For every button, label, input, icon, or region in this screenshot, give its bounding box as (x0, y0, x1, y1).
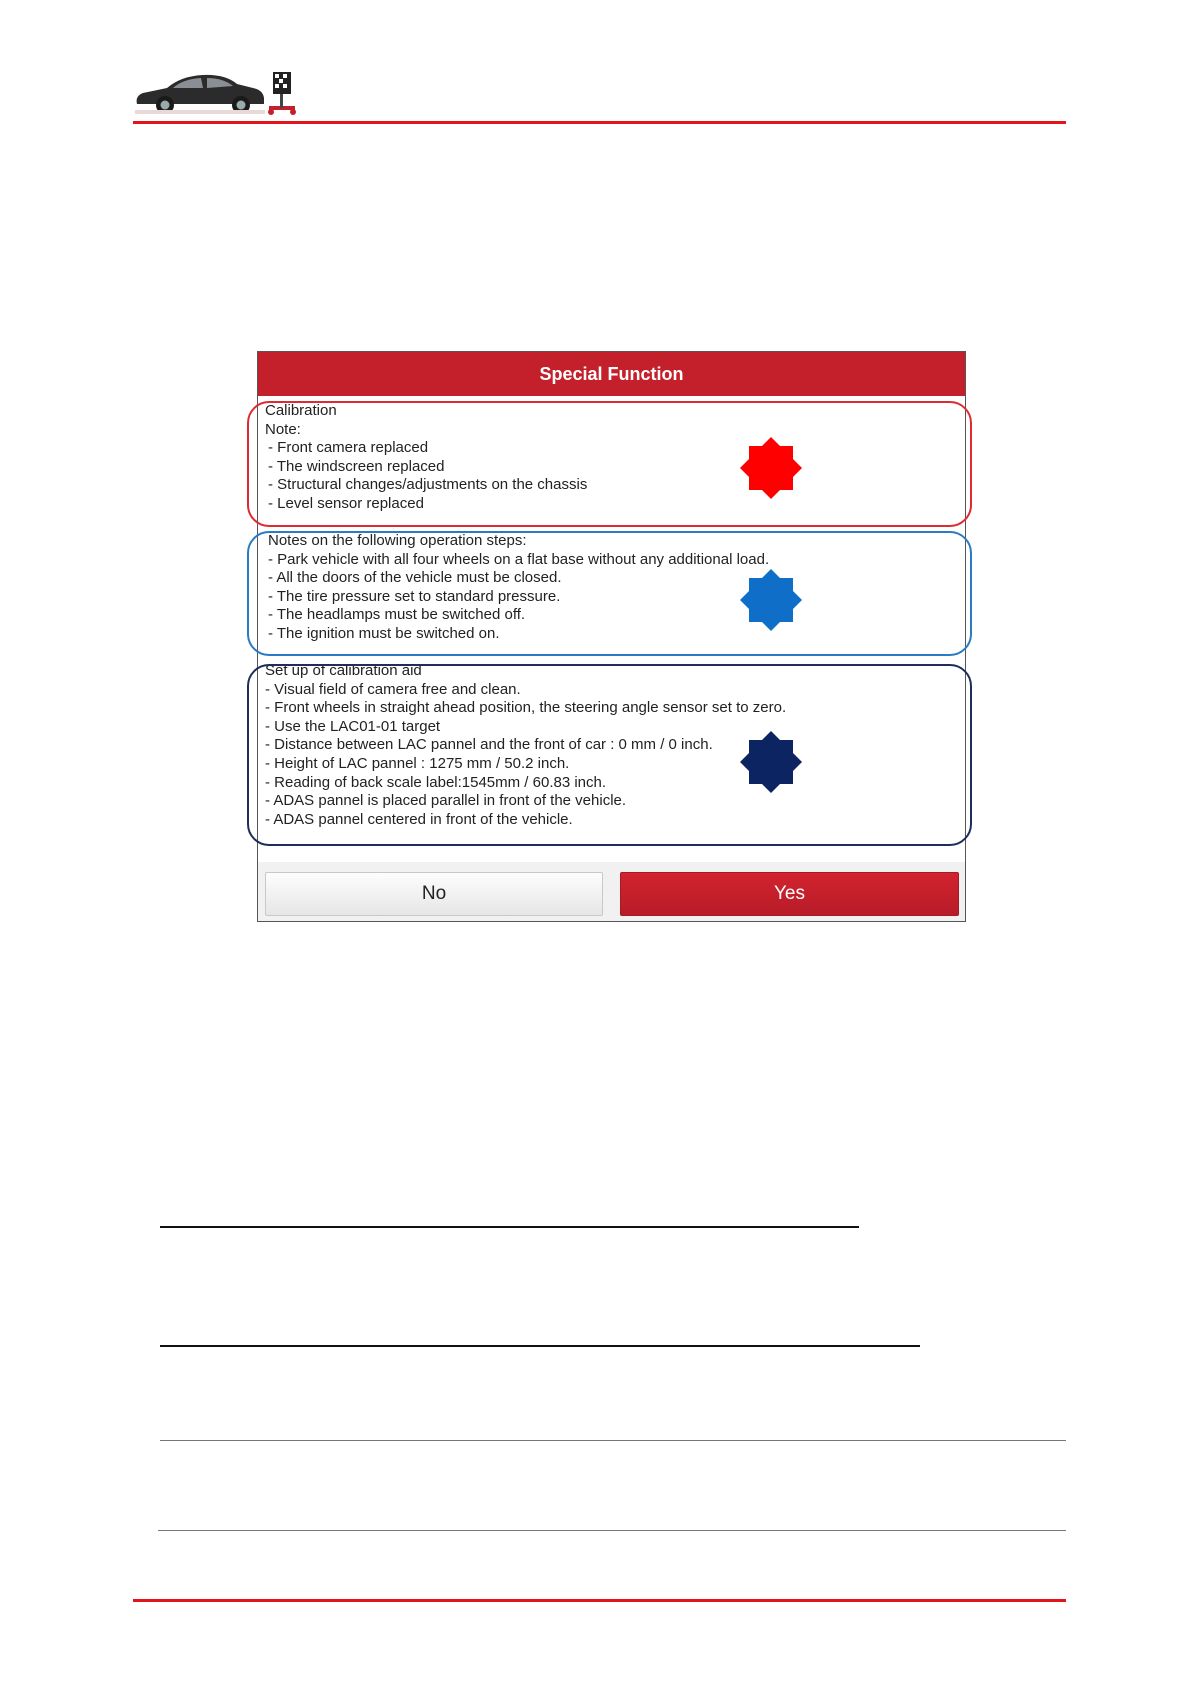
section-line: - Front camera replaced (268, 439, 429, 457)
section-line: - The tire pressure set to standard pressure. (268, 587, 561, 605)
section-line: - Visual field of camera free and clean. (265, 680, 521, 698)
blank-line (160, 1345, 920, 1347)
section-line: - Front wheels in straight ahead position, the steering angle sensor set to zero. (265, 699, 787, 717)
section-line: - Distance between LAC pannel and the front of car : 0 mm / 0 inch. (265, 736, 713, 754)
section-line: - The ignition must be switched on. (268, 624, 500, 642)
car-logo-icon (133, 66, 296, 118)
star-marker-icon (740, 437, 802, 499)
section-line: Note: (265, 420, 301, 438)
section-line: - ADAS pannel centered in front of the vehicle. (265, 810, 573, 828)
separator-line (160, 1440, 1066, 1441)
yes-button[interactable]: Yes (620, 872, 959, 916)
calibration-aid-highlight-frame (247, 664, 972, 846)
section-line: Notes on the following operation steps: (268, 532, 527, 549)
footer-divider (133, 1599, 1066, 1602)
section-line: - Structural changes/adjustments on the chassis (268, 476, 588, 494)
section-line: - Use the LAC01-01 target (265, 717, 441, 735)
star-marker-icon (740, 569, 802, 631)
separator-line (158, 1530, 1066, 1531)
header-divider (133, 121, 1066, 124)
blank-line (160, 1226, 859, 1228)
operation-notes-highlight-frame (247, 531, 972, 656)
section-line: Calibration (265, 402, 337, 419)
section-line: - Height of LAC pannel : 1275 mm / 50.2 inch. (265, 754, 570, 772)
calibration-highlight-frame (247, 401, 972, 527)
section-line: - Park vehicle with all four wheels on a flat base without any additional load. (268, 550, 770, 568)
section-line: Set up of calibration aid (265, 662, 422, 679)
star-marker-icon (740, 731, 802, 793)
no-button[interactable]: No (265, 872, 603, 916)
section-line: - Reading of back scale label:1545mm / 60.83 inch. (265, 773, 607, 791)
section-line: - The headlamps must be switched off. (268, 606, 526, 624)
dialog-footer (258, 862, 965, 921)
section-line: - The windscreen replaced (268, 457, 445, 475)
section-line: - ADAS pannel is placed parallel in front of the vehicle. (265, 792, 627, 810)
dialog-title: Special Function (258, 352, 965, 396)
section-line: - All the doors of the vehicle must be closed. (268, 569, 562, 587)
section-line: - Level sensor replaced (268, 494, 424, 512)
